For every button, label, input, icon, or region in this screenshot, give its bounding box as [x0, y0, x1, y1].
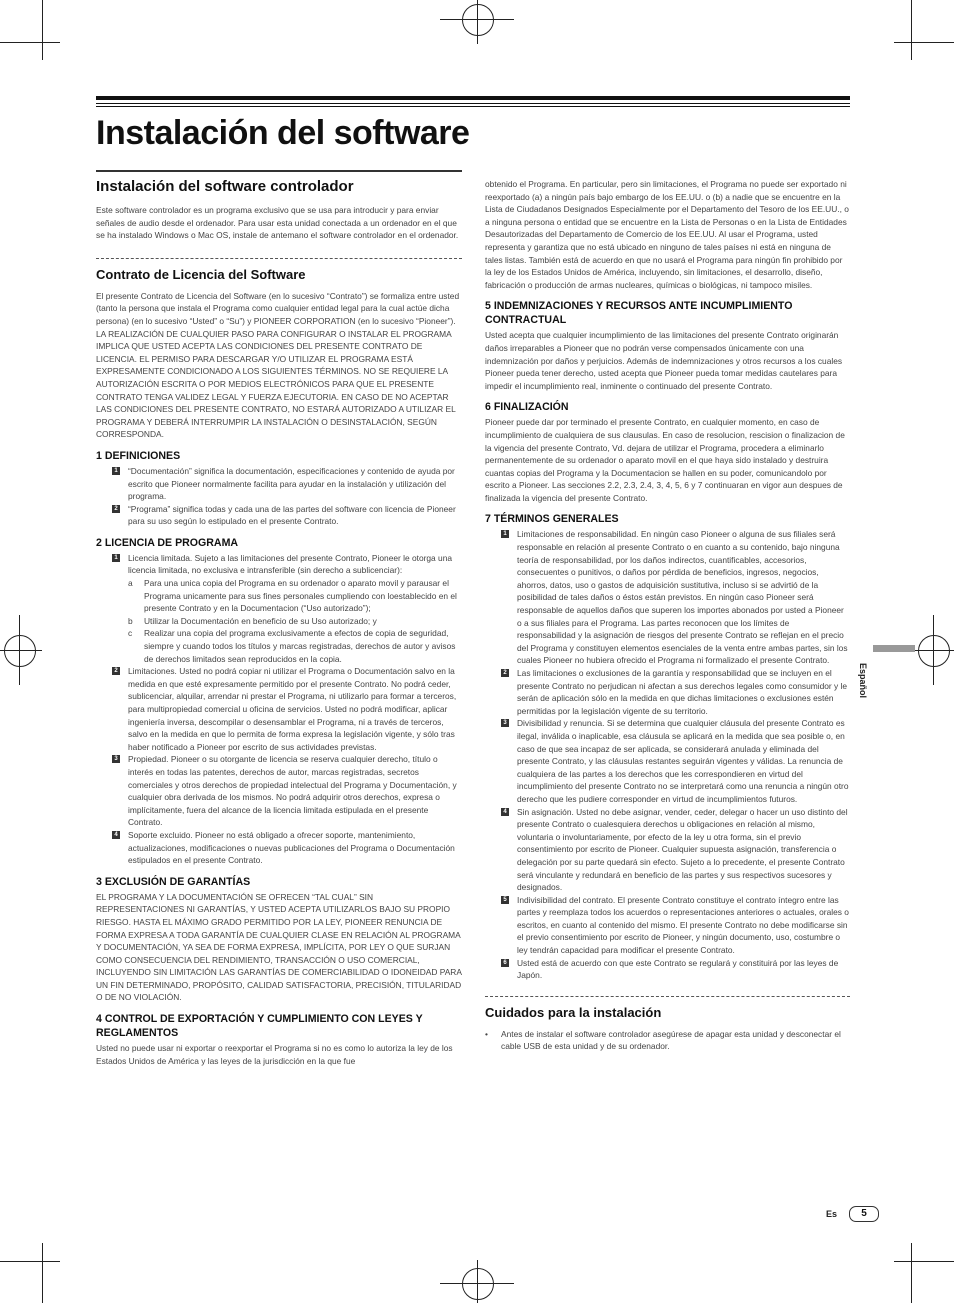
- registration-mark-left: [4, 635, 36, 667]
- dashed-divider: [485, 996, 850, 997]
- registration-line: [933, 615, 934, 685]
- intro-text: Este software controlador es un programa exclusivo que se usa para introducir y para enviar señales de audio desde el ordenador. Para usar esta unidad conectada a un ordenador en el que se ha instalado Windows o Mac OS, instale de antemano el software controlador en el ordenador.: [96, 205, 459, 241]
- number-badge: 4: [112, 831, 120, 839]
- section-header: [96, 170, 462, 196]
- registration-mark-right: [918, 635, 950, 667]
- list-item: 5 Indivisibilidad del contrato. El presente Contrato constituye el contrato íntegro entre las partes y reemplaza todos los acuerdos o representaciones anteriores o actuales, orales o escritos, en cuanto al contenido del mismo. El presente Contrato no debe modificarse sin el previo consentimiento por escrito de Pioneer, y ningún documento, uso, costumbre o ley tendrán capacidad para modificar el presente Contrato.: [485, 894, 850, 957]
- list-item: 1 “Documentación” significa la documentación, especificaciones y contenido de ayuda por escrito que Pioneer normalmente facilita para ayudar en la instalación y utilización del programa.: [96, 465, 462, 503]
- number-badge: 2: [112, 505, 120, 513]
- list-item: 2 Las limitaciones o exclusiones de la garantía y responsabilidad que se incluyen en el presente Contrato no perjudican ni afectan a sus derechos legales como consumidor y le serán de aplicación sólo en la medida en que dichas limitaciones o exclusiones estén permitidas por la legislación vigente de su territorio.: [485, 667, 850, 717]
- crop-mark: [0, 42, 60, 43]
- sub-list-item: b Utilizar la Documentación en beneficio de su Uso autorizado; y: [128, 615, 377, 626]
- number-badge: 2: [112, 667, 120, 675]
- section-1-title: 1 DEFINICIONES: [96, 449, 181, 462]
- number-badge: 4: [501, 808, 509, 816]
- registration-line: [0, 650, 42, 651]
- section-2-title: 2 LICENCIA DE PROGRAMA: [96, 536, 239, 549]
- crop-mark: [0, 1261, 60, 1262]
- license-title: Contrato de Licencia del Software: [96, 266, 306, 282]
- number-badge: 3: [112, 755, 120, 763]
- registration-line: [477, 0, 478, 44]
- section-3-text: EL PROGRAMA Y LA DOCUMENTACIÓN SE OFRECEN “TAL CUAL” SIN REPRESENTACIONES NI GARANTÍAS, Y USTED ACEPTA UTILIZARLOS BAJO SU PROPIO RIESGO. HASTA EL MÁXIMO GRADO PERMITIDO POR LA LEY, PIONEER RENUNCIA DE FORMA EXPRESA A TODA GARANTÍA DE CUALQUIER CLASE EN RELACIÓN AL PROGRAMA Y DOCUMENTACIÓN, YA SEA DE FORMA EXPRESA, IMPLÍCITA, POR LEY O QUE SURJAN COMO CONSECUENCIA DEL RENDIMIENTO, TRANSACCIÓN O USO COMERCIAL, INCLUYENDO SIN LIMITACIÓN LAS GARANTÍAS DE COMERCIABILIDAD O IDONEIDAD PARA UN FIN DETERMINADO, PROPÓSITO, CALIDAD SATISFACTORIA, PRECISIÓN, TITULARIDAD O DE NO VIOLACIÓN.: [96, 891, 462, 1003]
- registration-line: [477, 1260, 478, 1303]
- left-column: [96, 170, 462, 1067]
- registration-line: [19, 615, 20, 685]
- list-item: 4 Sin asignación. Usted no debe asignar, vender, ceder, delegar o hacer un uso distinto del presente Contrato o cualesquiera derechos u obligaciones en relación al mismo, voluntaria o involuntariamente, por efecto de la ley u otra forma, sin el previo consentimiento por escrito de Pioneer. Cualquier supuesta asignación, transferencia o delegación por su parte quedará sin efecto. Sujeto a lo precedente, el presente Contrato será vinculante y redundará en beneficio de las partes y sus respectivos sucesores y designados.: [485, 806, 850, 894]
- cuidados-title: Cuidados para la instalación: [485, 1004, 662, 1020]
- crop-mark: [911, 1243, 912, 1303]
- section-3-title: 3 EXCLUSIÓN DE GARANTÍAS: [96, 875, 251, 888]
- section-6-title: 6 FINALIZACIÓN: [485, 401, 569, 414]
- dashed-divider: [96, 258, 462, 259]
- crop-mark: [894, 42, 954, 43]
- list-item: 3 Propiedad. Pioneer o su otorgante de licencia se reserva cualquier derecho, título o interés en todas las patentes, derechos de autor, marcas registradas, secretos comerciales y otros derechos de propiedad intelectual del Programa y Documentación, y cualquier obra derivada de los mismos. No podrá adquirir otros derechos, expresa o implícitamente, fuera del alcance de la licencia limitada estipulada en el presente Contrato.: [96, 753, 462, 829]
- title-rule: [96, 103, 850, 104]
- section-4-continued: obtenido el Programa. En particular, pero sin limitaciones, el Programa no puede ser exportado ni reexportado (a) a ningún país bajo embargo de los EE.UU. o (b) a nadie que se encuentre en la Lista de Ciudadanos Designados Especialmente por el Departamento del Tesoro de los EE.UU., o a ninguna persona o entidad que se encuentre en la Lista de Personas o en la Lista de Entidades Desautorizadas del Departamento de Comercio de los EE.UU. Al usar el Programa, usted representa y garantiza que no está ubicado en ninguno de tales países ni está en ninguna de tales listas. También está de acuerdo en que no usará el Programa para ningún fin prohibido por la ley de los Estados Unidos de América, incluyendo, sin limitaciones, el desarrollo, diseño, fabricación o producción de armas nucleares, químicas o biológicas, ni tampoco misiles.: [485, 179, 849, 290]
- registration-mark-bottom: [462, 1268, 494, 1300]
- title-rule: [96, 106, 850, 107]
- right-column: [485, 178, 850, 1053]
- language-label: Español: [858, 663, 868, 699]
- registration-mark-top: [462, 4, 494, 36]
- license-intro: El presente Contrato de Licencia del Software (en lo sucesivo “Contrato”) se formaliza entre usted (tanto la persona que instala el Programa como cualquier entidad legal para la cual actúe dicha persona) (en lo sucesivo “Usted” o “Su”) y PIONEER CORPORATION (en lo sucesivo “Pioneer”).: [96, 290, 460, 326]
- section-4-text: Usted no puede usar ni exportar o reexportar el Programa si no es como lo autoriza la ley de los Estados Unidos de América y las leyes de la jurisdicción en la que fue: [96, 1043, 453, 1066]
- crop-mark: [42, 1243, 43, 1303]
- bullet-item: • Antes de instalar el software controlador asegúrese de apagar esta unidad y desconectar el cable USB de esta unidad y de su ordenador.: [485, 1028, 841, 1052]
- crop-mark: [42, 0, 43, 60]
- page-language: Es: [826, 1209, 838, 1219]
- list-item: 6 Usted está de acuerdo con que este Contrato se regulará y constituirá por las leyes de Japón.: [485, 957, 850, 982]
- page-title: Instalación del software: [96, 114, 470, 152]
- list-item: 1 Limitaciones de responsabilidad. En ningún caso Pioneer o alguna de sus filiales será responsable en relación al presente Contrato o en cuanto a su contenido, bajo ninguna teoría de responsabilidad, por los daños indirectos, cuantificables, accesorios, consecuentes o punitivos, o daños por pérdida de beneficios, ingresos, negocios, ahorros, datos, uso o gastos de adquisición sustitutiva, incluso si se advirtió de la posibilidad de tales daños o éstos están previstos. En ningún caso Pioneer será responsable de aquellos daños que superen los importes abonados por usted a Pioneer o a sus filiales para el Programa. Las partes reconocen que los límites de responsabilidad y la asignación de riesgos del presente Contrato se reflejan en el precio del Programa y constituyen elementos esenciales de la venta entre ambas partes, sin los cuales Pioneer no hubiera ofrecido el Programa ni formalizado el presente Contrato.: [485, 528, 850, 667]
- page-number: 5: [849, 1206, 879, 1222]
- side-tab-bar: [873, 645, 915, 652]
- number-badge: 1: [112, 554, 120, 562]
- section-5-text: Usted acepta que cualquier incumplimiento de las limitaciones del presente Contrato originarán daños irreparables a Pioneer que no podrán verse compensados únicamente con una indemnización por daños y perjuicios. Además de indemnizaciones y otros recursos a los cuales Pioneer pueda tener derecho, usted acepta que Pioneer pueda tomar medidas cautelares para impedir el incumplimiento real, inminente o continuado del presente Contrato.: [485, 330, 843, 391]
- sub-list-item: c Realizar una copia del programa exclusivamente a efectos de copia de seguridad, siempre y cuando todos los títulos y marcas registradas, derechos de autor y avisos de derechos limitados sean reproducidos en la copia.: [128, 628, 456, 664]
- sub-list-item: a Para una unica copia del Programa en su ordenador o aparato movil y parausar el Programa unicamente para sus fines personales cumpliendo con loestablecido en el presente Contrato y en la Documentacion (“Uso autorizado”);: [128, 578, 457, 614]
- list-item: 2 “Programa” significa todas y cada una de las partes del software con licencia de Pioneer para su uso según lo estipulado en el presente Contrato.: [96, 503, 462, 528]
- list-item: 1 Licencia limitada. Sujeto a las limitaciones del presente Contrato, Pioneer le otorga una licencia limitada, no exclusiva e intransferible (sin derecho a sublicenciar):: [96, 552, 462, 577]
- number-badge: 1: [501, 530, 509, 538]
- number-badge: 2: [501, 669, 509, 677]
- list-item: 2 Limitaciones. Usted no podrá copiar ni utilizar el Programa o Documentación salvo en la medida en que esté expresamente permitido por el presente Contrato. No podrá ceder, sublicenciar, alquilar, arrendar ni prestar el Programa, ni utilizarlo para formar a terceros, para multipropiedad comercial u oficina de servicios. Usted no podrá modificar, aplicar ingeniería inversa, descompilar o desensamblar el Programa, ni a través de terceros, salvo en la medida en que lo permita de forma expresa la legislación vigente, y sólo tras haber notificado a Pioneer por escrito de sus actividades previstas.: [96, 665, 462, 753]
- title-rule: [96, 96, 850, 100]
- number-badge: 3: [501, 719, 509, 727]
- section-7-title: 7 TÉRMINOS GENERALES: [485, 513, 619, 526]
- list-item: 4 Soporte excluido. Pioneer no está obligado a ofrecer soporte, mantenimiento, actualizaciones, modificaciones o nuevas publicaciones del Programa o Documentación estipulados en el presente Contrato.: [96, 829, 462, 867]
- section-6-text: Pioneer puede dar por terminado el presente Contrato, en cualquier momento, en caso de incumplimiento de cualquiera de sus clausulas. En caso de resolucion, rescision o finalizacion de la vigencia del presente Contrato, Vd. dejara de utilizar el Programa, procedera a eliminarlo permanentemente de su ordenador o aparato movil en el que haya sido instalado y destruira cuantas copias del Programa y la Documentacion se hallen en su poder, comunicandolo por escrito a Pioneer. Las secciones 2.2, 2.3, 2.4, 3, 4, 5, 6 y 7 continuaran en vigor aun despues de finalizada la vigencia del presente Contrato.: [485, 417, 845, 503]
- list-item: 3 Divisibilidad y renuncia. Si se determina que cualquier cláusula del presente Contrato es ilegal, inválida o inaplicable, esa cláusula se aplicará en la medida que sea posible o, en caso de que sea incapaz de ser aplicada, se considerará anulada y eliminada del presente Contrato, y las cláusulas restantes seguirán vigentes y válidas. La renuncia de cualquiera de las partes a los derechos que les correspondieren en virtud del incumplimiento del presente Contrato no se interpretará como una renuncia a ningún otro derecho que les pudiere corresponder en virtud de incumplimientos futuros.: [485, 717, 850, 805]
- crop-mark: [894, 1261, 954, 1262]
- number-badge: 1: [112, 467, 120, 475]
- license-caps: LA REALIZACIÓN DE CUALQUIER PASO PARA CONFIGURAR O INSTALAR EL PROGRAMA IMPLICA QUE USTED ACEPTA LAS CONDICIONES DEL PRESENTE CONTRATO DE LICENCIA. EL PERMISO PARA DESCARGAR Y/O UTILIZAR EL PROGRAMA ESTÁ EXPRESAMENTE CONDICIONADO A LOS SIGUIENTES TÉRMINOS. NO SE REQUIERE LA AUTORIZACIÓN ESCRITA O POR MEDIOS ELECTRÓNICOS PARA QUE EL PRESENTE CONTRATO TENGA VALIDEZ LEGAL Y FUERZA EJECUTORIA. EN CASO DE NO ACEPTAR LAS CONDICIONES DEL PRESENTE CONTRATO, NO ESTARÁ AUTORIZADO A UTILIZAR EL PROGRAMA Y DEBERÁ INTERRUMPIR LA INSTALACIÓN O DESINSTALACIÓN, SEGÚN CORRESPONDA.: [96, 328, 456, 440]
- number-badge: 6: [501, 959, 509, 967]
- number-badge: 5: [501, 896, 509, 904]
- section-4-title: 4 CONTROL DE EXPORTACIÓN Y CUMPLIMIENTO CON LEYES Y REGLAMENTOS: [96, 1013, 423, 1040]
- bullet-icon: •: [485, 1028, 488, 1039]
- crop-mark: [911, 0, 912, 60]
- section-title: Instalación del software controlador: [96, 178, 354, 195]
- section-5-title: 5 INDEMNIZACIONES Y RECURSOS ANTE INCUMPLIMIENTO CONTRACTUAL: [485, 300, 793, 327]
